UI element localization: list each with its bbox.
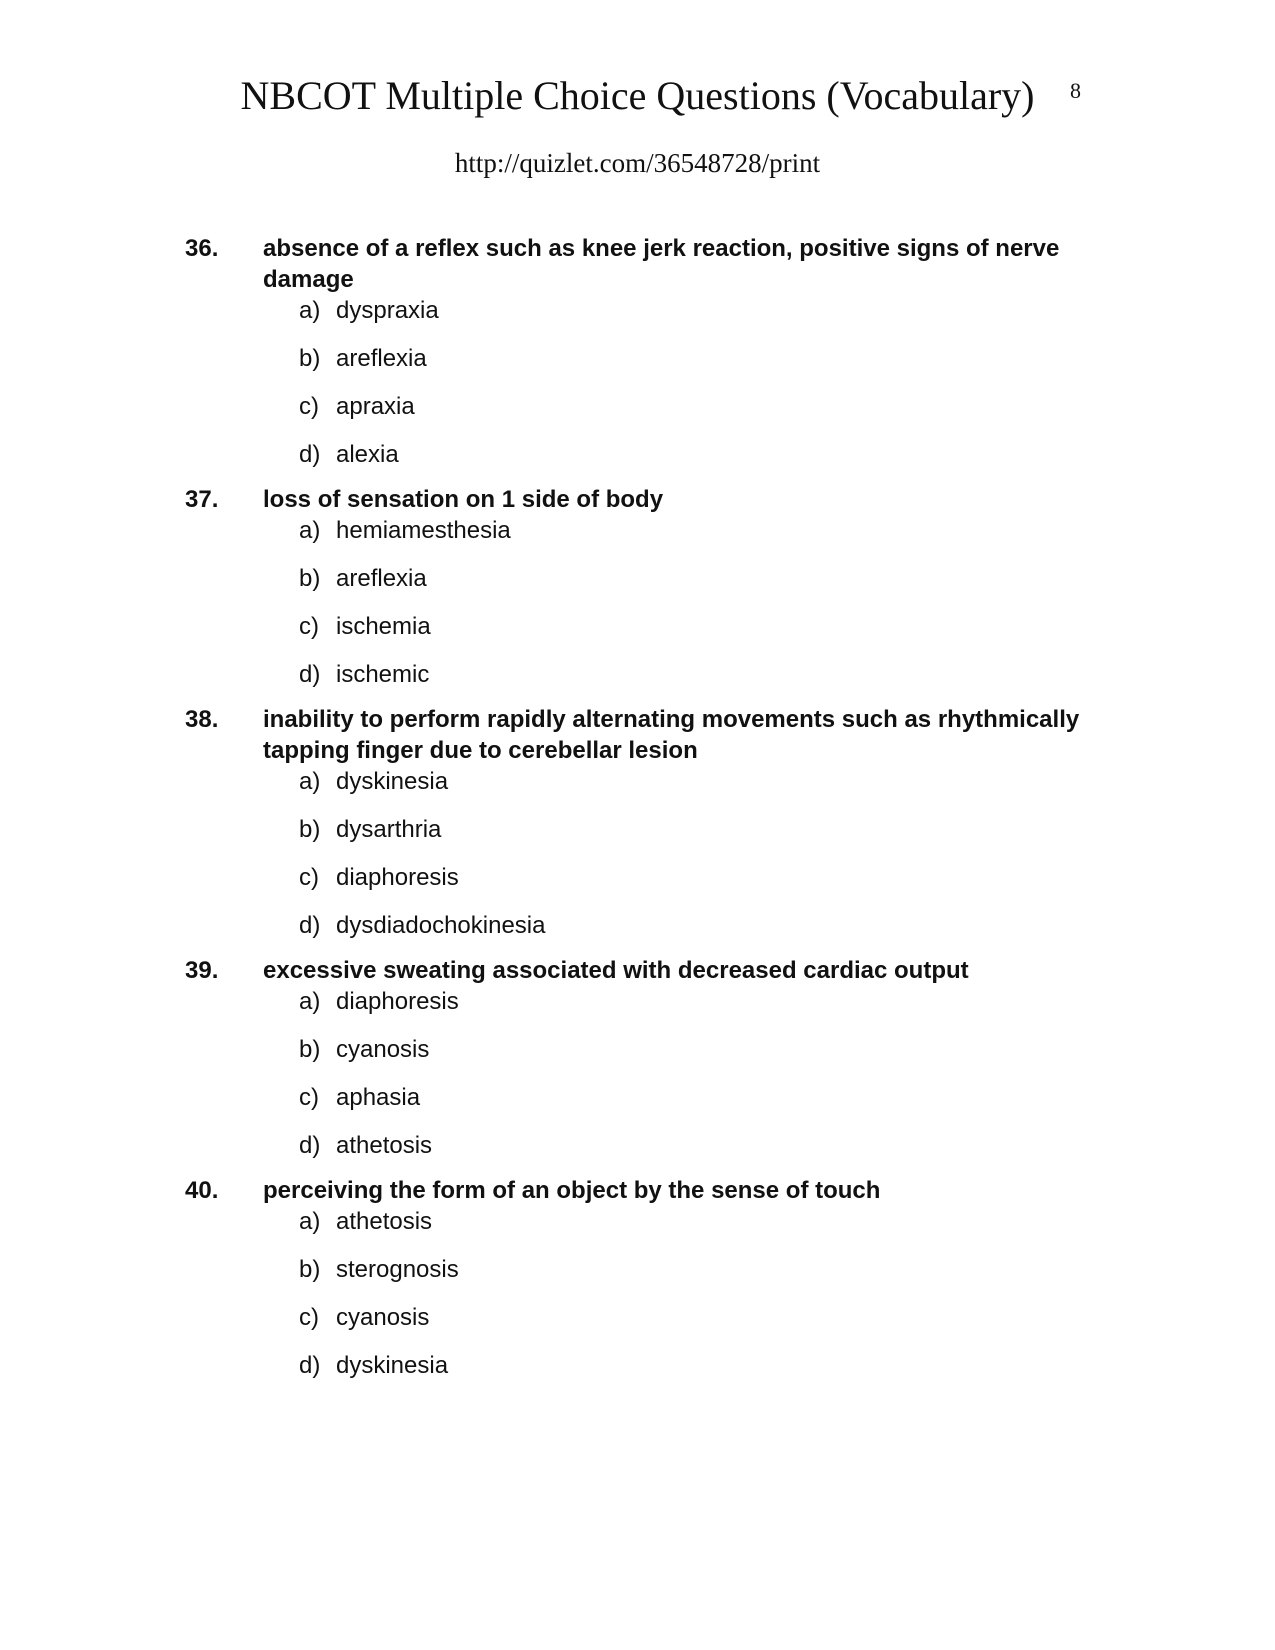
option-text: sterognosis (336, 1256, 459, 1283)
option-a (299, 295, 1105, 326)
option-letter: c) (299, 613, 319, 640)
option-a (299, 766, 1105, 797)
option-text: alexia (336, 441, 399, 468)
option-text: hemiamesthesia (336, 517, 511, 544)
option-a (299, 515, 1105, 546)
option-b (299, 1034, 1105, 1065)
question-text: excessive sweating associated with decreased cardiac output (263, 957, 969, 984)
option-c (299, 391, 1105, 422)
source-url: http://quizlet.com/36548728/print (454, 148, 821, 178)
question-text: absence of a reflex such as knee jerk reaction, positive signs of nerve damage (263, 235, 1060, 293)
option-b (299, 814, 1105, 845)
option-letter: d) (299, 1132, 321, 1159)
option-text: cyanosis (336, 1304, 430, 1331)
option-text: areflexia (336, 565, 427, 592)
option-d (299, 1130, 1105, 1161)
option-text: athetosis (336, 1132, 433, 1159)
option-letter: d) (299, 912, 321, 939)
option-b (299, 343, 1105, 374)
option-letter: b) (299, 1256, 321, 1283)
question-40 (185, 1175, 1105, 1381)
question-text: perceiving the form of an object by the sense of touch (263, 1177, 881, 1204)
page-title: NBCOT Multiple Choice Questions (Vocabulary) (240, 73, 1035, 118)
page-number: 8 (1070, 78, 1081, 103)
answer-options (185, 986, 1105, 1161)
option-text: diaphoresis (336, 988, 459, 1015)
option-d (299, 910, 1105, 941)
option-text: dyskinesia (336, 1352, 449, 1379)
question-number: 38. (185, 706, 219, 733)
question-number: 39. (185, 957, 219, 984)
option-text: ischemia (336, 613, 431, 640)
option-a (299, 986, 1105, 1017)
option-b (299, 563, 1105, 594)
option-letter: c) (299, 864, 319, 891)
option-text: apraxia (336, 393, 415, 420)
option-text: dyskinesia (336, 768, 449, 795)
answer-options (185, 1206, 1105, 1381)
option-letter: b) (299, 565, 321, 592)
option-c (299, 862, 1105, 893)
question-36 (185, 233, 1105, 470)
option-letter: a) (299, 988, 321, 1015)
option-letter: c) (299, 1084, 319, 1111)
question-text: inability to perform rapidly alternating movements such as rhythmically tapping finger due to cerebellar lesion (263, 706, 1080, 764)
option-d (299, 659, 1105, 690)
option-letter: d) (299, 1352, 321, 1379)
answer-options (185, 295, 1105, 470)
option-b (299, 1254, 1105, 1285)
option-text: diaphoresis (336, 864, 459, 891)
option-text: aphasia (336, 1084, 421, 1111)
option-letter: d) (299, 441, 321, 468)
answer-options (185, 766, 1105, 941)
option-text: dysarthria (336, 816, 442, 843)
option-letter: c) (299, 1304, 319, 1331)
question-38 (185, 704, 1105, 941)
option-letter: a) (299, 297, 321, 324)
question-list (185, 233, 1105, 1395)
option-letter: d) (299, 661, 321, 688)
question-39 (185, 955, 1105, 1161)
option-letter: b) (299, 345, 321, 372)
option-letter: a) (299, 768, 321, 795)
option-d (299, 439, 1105, 470)
option-text: ischemic (336, 661, 430, 688)
option-text: dysdiadochokinesia (336, 912, 546, 939)
option-text: athetosis (336, 1208, 433, 1235)
answer-options (185, 515, 1105, 690)
question-number: 37. (185, 486, 219, 513)
option-letter: a) (299, 517, 321, 544)
question-number: 36. (185, 235, 219, 262)
option-text: cyanosis (336, 1036, 430, 1063)
question-37 (185, 484, 1105, 690)
question-text: loss of sensation on 1 side of body (263, 486, 664, 513)
option-c (299, 1082, 1105, 1113)
option-text: areflexia (336, 345, 427, 372)
option-c (299, 611, 1105, 642)
option-letter: b) (299, 1036, 321, 1063)
option-a (299, 1206, 1105, 1237)
option-letter: a) (299, 1208, 321, 1235)
option-letter: c) (299, 393, 319, 420)
option-d (299, 1350, 1105, 1381)
option-text: dyspraxia (336, 297, 439, 324)
option-letter: b) (299, 816, 321, 843)
question-number: 40. (185, 1177, 219, 1204)
option-c (299, 1302, 1105, 1333)
